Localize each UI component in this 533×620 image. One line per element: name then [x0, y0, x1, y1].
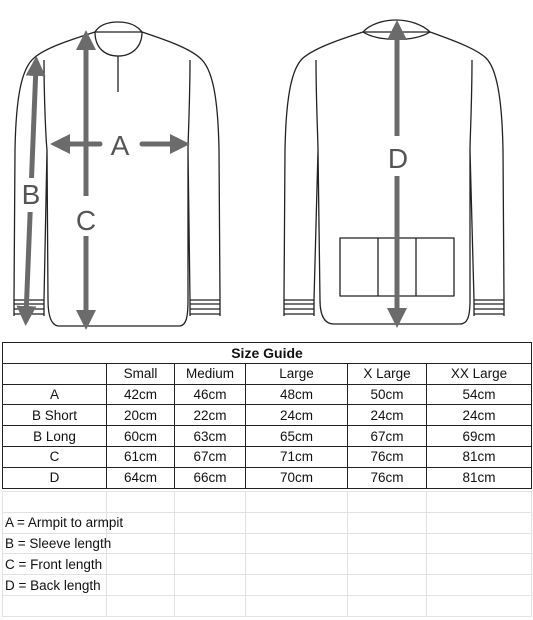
table-row: [3, 467, 532, 488]
header-cell: X Large: [348, 363, 427, 384]
table-cell: 24cm: [427, 405, 532, 426]
table-cell: 54cm: [427, 384, 532, 405]
table-title: Size Guide: [3, 343, 532, 364]
title-row: [3, 343, 532, 364]
row-label: B Long: [3, 426, 107, 447]
legend-item: [3, 575, 532, 596]
row-label: C: [3, 446, 107, 467]
table-cell: 50cm: [348, 384, 427, 405]
label-a: A: [110, 130, 130, 161]
legend-text: A = Armpit to armpit: [3, 512, 107, 533]
table-row: [3, 384, 532, 405]
table-cell: 67cm: [348, 426, 427, 447]
row-label: A: [3, 384, 107, 405]
header-cell: Large: [246, 363, 348, 384]
size-guide-table: [2, 342, 532, 489]
table-cell: 22cm: [175, 405, 246, 426]
table-cell: 66cm: [175, 467, 246, 488]
grid-row: [3, 595, 532, 616]
jersey-front: [14, 22, 220, 326]
label-d: D: [387, 143, 409, 174]
legend-item: [3, 512, 532, 533]
legend-item: [3, 554, 532, 575]
table-cell: 81cm: [427, 467, 532, 488]
header-cell: Small: [107, 363, 175, 384]
legend-grid: [2, 491, 532, 617]
table-cell: 70cm: [246, 467, 348, 488]
table-row: [3, 405, 532, 426]
legend-text: C = Front length: [3, 554, 107, 575]
table-cell: 63cm: [175, 426, 246, 447]
table-cell: 20cm: [107, 405, 175, 426]
table-row: [3, 446, 532, 467]
legend-item: [3, 533, 532, 554]
table-cell: 60cm: [107, 426, 175, 447]
table-cell: 24cm: [246, 405, 348, 426]
header-cell: [3, 363, 107, 384]
table-cell: 69cm: [427, 426, 532, 447]
table-cell: 64cm: [107, 467, 175, 488]
header-cell: Medium: [175, 363, 246, 384]
legend-text: D = Back length: [3, 575, 107, 596]
legend-text: B = Sleeve length: [3, 533, 107, 554]
header-cell: XX Large: [427, 363, 532, 384]
header-row: [3, 363, 532, 384]
table-cell: 61cm: [107, 446, 175, 467]
table-cell: 76cm: [348, 467, 427, 488]
row-label: D: [3, 467, 107, 488]
row-label: B Short: [3, 405, 107, 426]
table-cell: 24cm: [348, 405, 427, 426]
grid-row: [3, 492, 532, 513]
label-c: C: [75, 205, 97, 236]
table-cell: 46cm: [175, 384, 246, 405]
table-cell: 71cm: [246, 446, 348, 467]
table-cell: 76cm: [348, 446, 427, 467]
table-cell: 65cm: [246, 426, 348, 447]
front-arrows: [26, 40, 180, 320]
table-cell: 42cm: [107, 384, 175, 405]
table-cell: 81cm: [427, 446, 532, 467]
table-row: [3, 426, 532, 447]
table-cell: 48cm: [246, 384, 348, 405]
table-cell: 67cm: [175, 446, 246, 467]
label-b: B: [21, 179, 41, 210]
